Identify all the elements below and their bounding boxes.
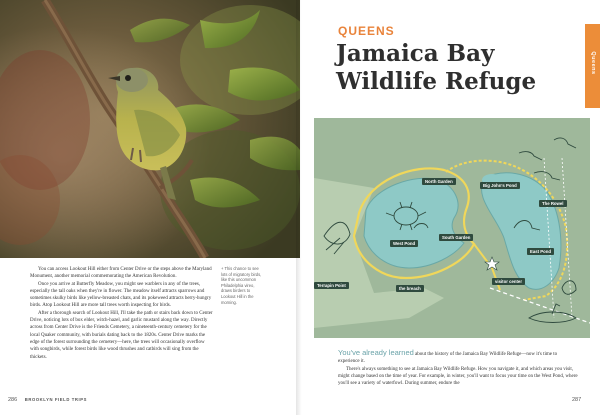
bird-photo	[0, 0, 300, 258]
intro-rest: about the history of the Jamaica Bay Wildlife Refuge—now it's time to experience it.	[338, 352, 558, 365]
map-label-big-johns-pond: Big John's Pond	[480, 182, 520, 189]
left-paragraph-1: You can access Lookout Hill either from Center Drive or the steps above the Maryland Monument, another memorial commemorating the American Revolution.	[30, 267, 212, 280]
book-gutter	[296, 0, 304, 415]
borough-label: QUEENS	[338, 24, 395, 38]
map-label-south-garden: South Garden	[439, 234, 473, 241]
chapter-title: Jamaica Bay Wildlife Refuge	[336, 40, 537, 95]
left-paragraph-3: After a thorough search of Lookout Hill, I'll take the path or stairs back down to Center Drive, noticing lots of box elder, witch-hazel, and garlic mustard along the way. Directly across from Center Drive is the Friends Cemetery, a nineteenth-century cemetery for the local Quaker community, with burials dating back to the 1820s. Center Drive marks the edge of the forest surrounding the cemetery—here, the trees will occasionally overflow with songbirds, while forest birds like wood thrushes and catbirds will sing from the thickets.	[30, 310, 213, 360]
intro-lead: You've already learned	[338, 348, 414, 357]
left-paragraph-2: Once you arrive at Butterfly Meadow, you might see warblers in any of the trees, especially the tall oaks when they're in flower. The meadow itself attracts sparrows and sometimes skulky birds like yellow-breasted chats, and its pokeweed attracts berry-hungry birds. Atop Lookout Hill are more tall trees worth inspecting for birds.	[30, 281, 212, 309]
right-paragraph-1: There's always something to see at Jamaica Bay Wildlife Refuge. How you navigate it, and which areas you visit, might change based on the time of year. For example, in winter, you'll want to focus your time on the West Pond, where you'll see a variety of waterfowl. During summer, endure the	[338, 366, 578, 387]
right-page	[300, 0, 600, 415]
section-tab-label: Queens	[590, 51, 596, 75]
left-page-number: 286	[8, 397, 18, 403]
running-head: BROOKLYN FIELD TRIPS	[24, 397, 88, 402]
map-label-visitor-center: visitor center	[492, 278, 525, 285]
map-label-terrapin-point: Terrapin Point	[314, 282, 349, 289]
map-label-the-rowel: The Rowel	[539, 200, 567, 207]
right-body-text	[338, 349, 580, 387]
left-body-text	[30, 266, 214, 361]
photo-caption: + This chance to see lots of migratory birds, like this uncommon Philadelphia vireo, draws birders to Lookout Hill in the morning.	[221, 266, 262, 305]
map-label-north-garden: North Garden	[422, 178, 456, 185]
left-folio	[8, 397, 87, 403]
section-tab	[585, 24, 600, 108]
intro-paragraph	[338, 349, 580, 366]
map-label-west-pond: West Pond	[390, 240, 418, 247]
right-page-number: 287	[572, 397, 582, 403]
refuge-map	[314, 118, 590, 338]
map-label-the-breach: the breach	[396, 285, 424, 292]
map-label-east-pond: East Pond	[527, 248, 554, 255]
